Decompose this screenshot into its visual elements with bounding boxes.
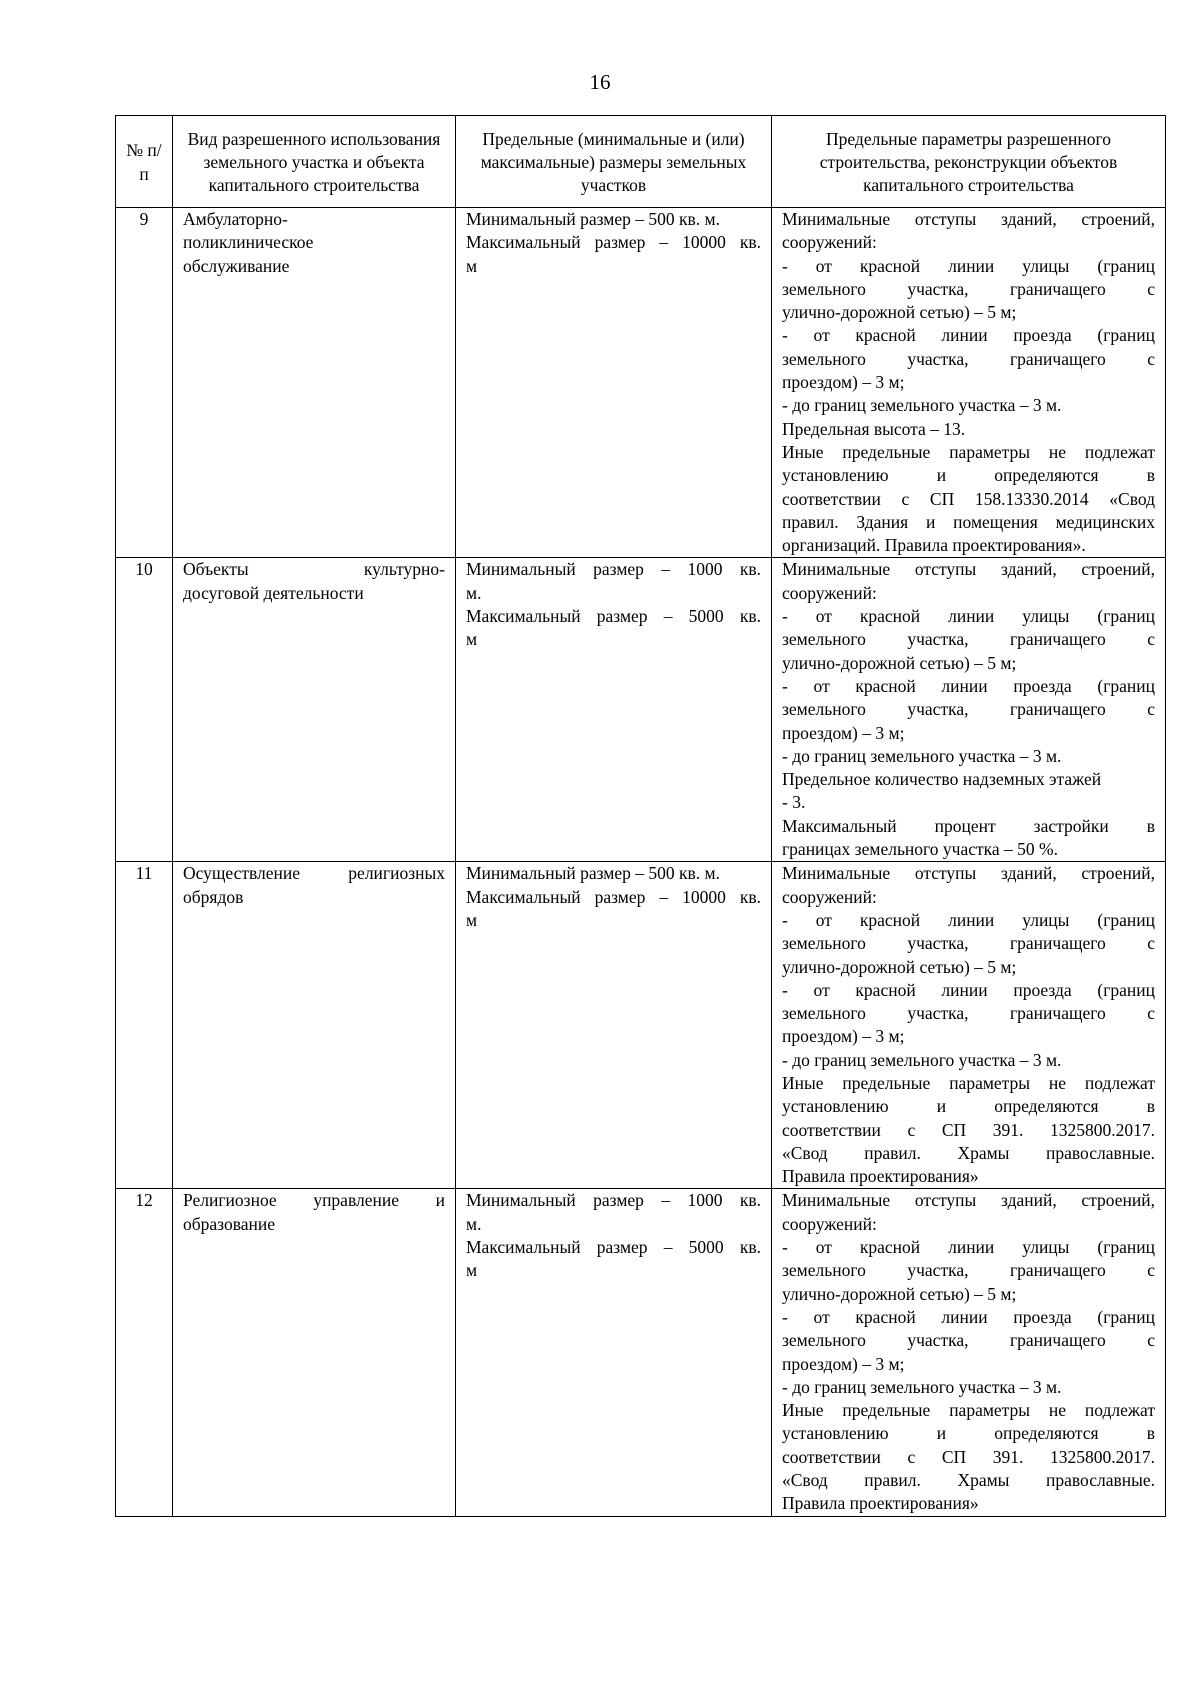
table-row	[116, 558, 1166, 862]
params-line: Правила проектирования»	[782, 1493, 979, 1514]
row-number: 9	[116, 208, 173, 558]
size-line: м	[466, 255, 478, 276]
params-line: соответствии с СП 391. 1325800.2017.	[782, 1446, 1155, 1467]
size-cell	[456, 862, 772, 1189]
use-type-cell	[173, 1189, 456, 1516]
use-type-line: образование	[183, 1213, 276, 1234]
params-line: «Свод правил. Храмы православные.	[782, 1142, 1155, 1163]
size-line: м	[466, 1260, 478, 1281]
header-num: № п/п	[116, 116, 173, 208]
params-line: проездом) – 3 м;	[782, 722, 905, 743]
params-line: сооружений:	[782, 1213, 877, 1234]
params-line: земельного участка, граничащего с	[782, 1003, 1155, 1024]
land-use-table	[115, 115, 1166, 1517]
table-header-row	[116, 116, 1166, 208]
params-line: границах земельного участка – 50 %.	[782, 839, 1058, 860]
header-sizes: Предельные (минимальные и (или) максимальные) размеры земельных участков	[456, 116, 772, 208]
params-line: земельного участка, граничащего с	[782, 1330, 1155, 1351]
use-type-line: Осуществление религиозных	[183, 863, 445, 884]
use-type-line: поликлиническое	[183, 232, 314, 253]
size-line: Максимальный размер – 10000 кв.	[466, 886, 761, 907]
params-line: Минимальные отступы зданий, строений,	[782, 863, 1155, 884]
table-row	[116, 208, 1166, 558]
params-line: улично-дорожной сетью) – 5 м;	[782, 302, 1017, 323]
params-line: - до границ земельного участка – 3 м.	[782, 1376, 1062, 1397]
params-line: проездом) – 3 м;	[782, 372, 905, 393]
header-use-type: Вид разрешенного использования земельного участка и объекта капитального строительства	[173, 116, 456, 208]
params-line: - до границ земельного участка – 3 м.	[782, 395, 1062, 416]
use-type-line: Объекты культурно-	[183, 559, 445, 580]
params-line: - до границ земельного участка – 3 м.	[782, 1049, 1062, 1070]
size-cell	[456, 1189, 772, 1516]
params-line: проездом) – 3 м;	[782, 1026, 905, 1047]
params-cell	[772, 862, 1166, 1189]
size-line: Минимальный размер – 1000 кв.	[466, 559, 761, 580]
params-line: - от красной линии улицы (границ	[782, 909, 1155, 930]
table-row	[116, 1189, 1166, 1516]
params-line: земельного участка, граничащего с	[782, 933, 1155, 954]
params-line: - до границ земельного участка – 3 м.	[782, 745, 1062, 766]
params-line: Минимальные отступы зданий, строений,	[782, 209, 1155, 229]
size-line: Минимальный размер – 500 кв. м.	[466, 209, 720, 229]
params-line: установлению и определяются в	[782, 1096, 1155, 1117]
size-line: Максимальный размер – 5000 кв.	[466, 1237, 761, 1258]
use-type-line: обслуживание	[183, 255, 290, 276]
params-line: земельного участка, граничащего с	[782, 1260, 1155, 1281]
params-line: правил. Здания и помещения медицинских	[782, 511, 1155, 532]
row-number: 12	[116, 1189, 173, 1516]
params-line: земельного участка, граничащего с	[782, 278, 1155, 299]
size-line: Минимальный размер – 1000 кв.	[466, 1190, 761, 1211]
size-line: м.	[466, 1213, 482, 1234]
params-cell	[772, 558, 1166, 862]
size-line: м.	[466, 582, 482, 603]
params-line: улично-дорожной сетью) – 5 м;	[782, 1283, 1017, 1304]
params-line: «Свод правил. Храмы православные.	[782, 1470, 1155, 1491]
params-line: Иные предельные параметры не подлежат	[782, 441, 1155, 462]
use-type-line: Религиозное управление и	[183, 1190, 445, 1211]
params-line: улично-дорожной сетью) – 5 м;	[782, 956, 1017, 977]
params-line: - от красной линии проезда (границ	[782, 979, 1155, 1000]
table-body	[116, 208, 1166, 1517]
params-line: - от красной линии улицы (границ	[782, 606, 1155, 627]
params-line: организаций. Правила проектирования».	[782, 535, 1086, 556]
size-line: Минимальный размер – 500 кв. м.	[466, 863, 720, 884]
params-line: Иные предельные параметры не подлежат	[782, 1072, 1155, 1093]
params-line: Предельное количество надземных этажей	[782, 769, 1102, 790]
params-line: земельного участка, граничащего с	[782, 699, 1155, 720]
use-type-line: Амбулаторно-	[183, 209, 288, 229]
row-number: 10	[116, 558, 173, 862]
params-line: - от красной линии проезда (границ	[782, 1306, 1155, 1327]
size-cell	[456, 558, 772, 862]
params-line: Иные предельные параметры не подлежат	[782, 1400, 1155, 1421]
params-line: земельного участка, граничащего с	[782, 348, 1155, 369]
size-line: м	[466, 909, 478, 930]
size-line: Максимальный размер – 5000 кв.	[466, 606, 761, 627]
params-line: сооружений:	[782, 886, 877, 907]
params-line: установлению и определяются в	[782, 1423, 1155, 1444]
params-line: сооружений:	[782, 232, 877, 253]
use-type-cell	[173, 558, 456, 862]
params-line: сооружений:	[782, 582, 877, 603]
params-line: установлению и определяются в	[782, 465, 1155, 486]
params-line: - от красной линии проезда (границ	[782, 675, 1155, 696]
use-type-line: досуговой деятельности	[183, 582, 364, 603]
size-cell	[456, 208, 772, 558]
params-cell	[772, 1189, 1166, 1516]
row-number: 11	[116, 862, 173, 1189]
params-line: - от красной линии улицы (границ	[782, 1237, 1155, 1258]
params-line: Предельная высота – 13.	[782, 418, 966, 439]
params-line: Правила проектирования»	[782, 1166, 979, 1187]
params-line: проездом) – 3 м;	[782, 1353, 905, 1374]
params-line: соответствии с СП 391. 1325800.2017.	[782, 1119, 1155, 1140]
size-line: м	[466, 629, 478, 650]
params-line: Минимальные отступы зданий, строений,	[782, 559, 1155, 580]
use-type-cell	[173, 862, 456, 1189]
params-line: Минимальные отступы зданий, строений,	[782, 1190, 1155, 1211]
page-number: 16	[589, 70, 611, 94]
use-type-cell	[173, 208, 456, 558]
table-row	[116, 862, 1166, 1189]
params-line: улично-дорожной сетью) – 5 м;	[782, 652, 1017, 673]
params-line: - 3.	[782, 792, 806, 813]
params-line: - от красной линии улицы (границ	[782, 255, 1155, 276]
params-line: - от красной линии проезда (границ	[782, 325, 1155, 346]
params-cell	[772, 208, 1166, 558]
params-line: соответствии с СП 158.13330.2014 «Свод	[782, 488, 1155, 509]
header-params: Предельные параметры разрешенного строительства, реконструкции объектов капитального строительства	[772, 116, 1166, 208]
use-type-line: обрядов	[183, 886, 244, 907]
params-line: земельного участка, граничащего с	[782, 629, 1155, 650]
params-line: Максимальный процент застройки в	[782, 815, 1155, 836]
size-line: Максимальный размер – 10000 кв.	[466, 232, 761, 253]
